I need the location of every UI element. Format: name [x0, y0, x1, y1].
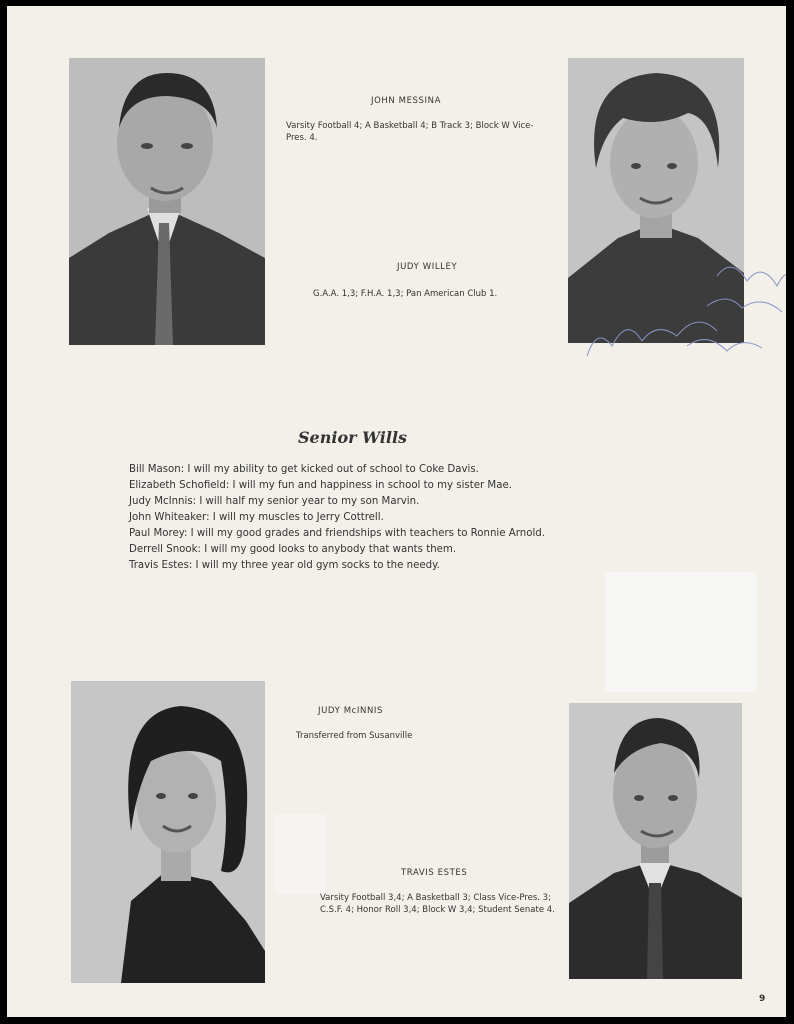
student-name: JUDY WILLEY: [397, 262, 458, 272]
student-activities: Varsity Football 4; A Basketball 4; B Track 3; Block W Vice-Pres. 4.: [286, 121, 534, 143]
student-name: JUDY McINNIS: [318, 706, 384, 716]
student-name: TRAVIS ESTES: [401, 868, 468, 878]
will-entry: Bill Mason: I will my ability to get kicked out of school to Coke Davis.: [129, 464, 479, 475]
portrait-judy-willey: [568, 58, 744, 343]
will-entry: Elizabeth Schofield: I will my fun and happiness in school to my sister Mae.: [129, 480, 512, 491]
student-activities: Transferred from Susanville: [296, 731, 413, 741]
will-entry: Paul Morey: I will my good grades and friendships with teachers to Ronnie Arnold.: [129, 528, 545, 539]
will-entry: Derrell Snook: I will my good looks to anybody that wants them.: [129, 544, 457, 555]
portrait-judy-mcinnis: [71, 681, 265, 983]
portrait-john-messina: [69, 58, 265, 345]
student-activities: G.A.A. 1,3; F.H.A. 1,3; Pan American Club 1.: [313, 289, 498, 299]
wills-list: [129, 462, 689, 574]
yearbook-page: [7, 6, 786, 1017]
portrait-travis-estes: [569, 703, 742, 979]
paper-patch: [605, 572, 757, 692]
student-activities: Varsity Football 3,4; A Basketball 3; Class Vice-Pres. 3; C.S.F. 4; Honor Roll 3,4; Block W 3,4; Student Senate 4.: [320, 893, 555, 915]
section-title: Senior Wills: [298, 428, 408, 447]
student-name: JOHN MESSINA: [371, 96, 442, 106]
will-entry: John Whiteaker: I will my muscles to Jerry Cottrell.: [129, 512, 384, 523]
paper-patch: [275, 814, 325, 894]
will-entry: Travis Estes: I will my three year old gym socks to the needy.: [129, 560, 440, 571]
page-number: 9: [759, 994, 766, 1004]
will-entry: Judy McInnis: I will half my senior year to my son Marvin.: [129, 496, 420, 507]
